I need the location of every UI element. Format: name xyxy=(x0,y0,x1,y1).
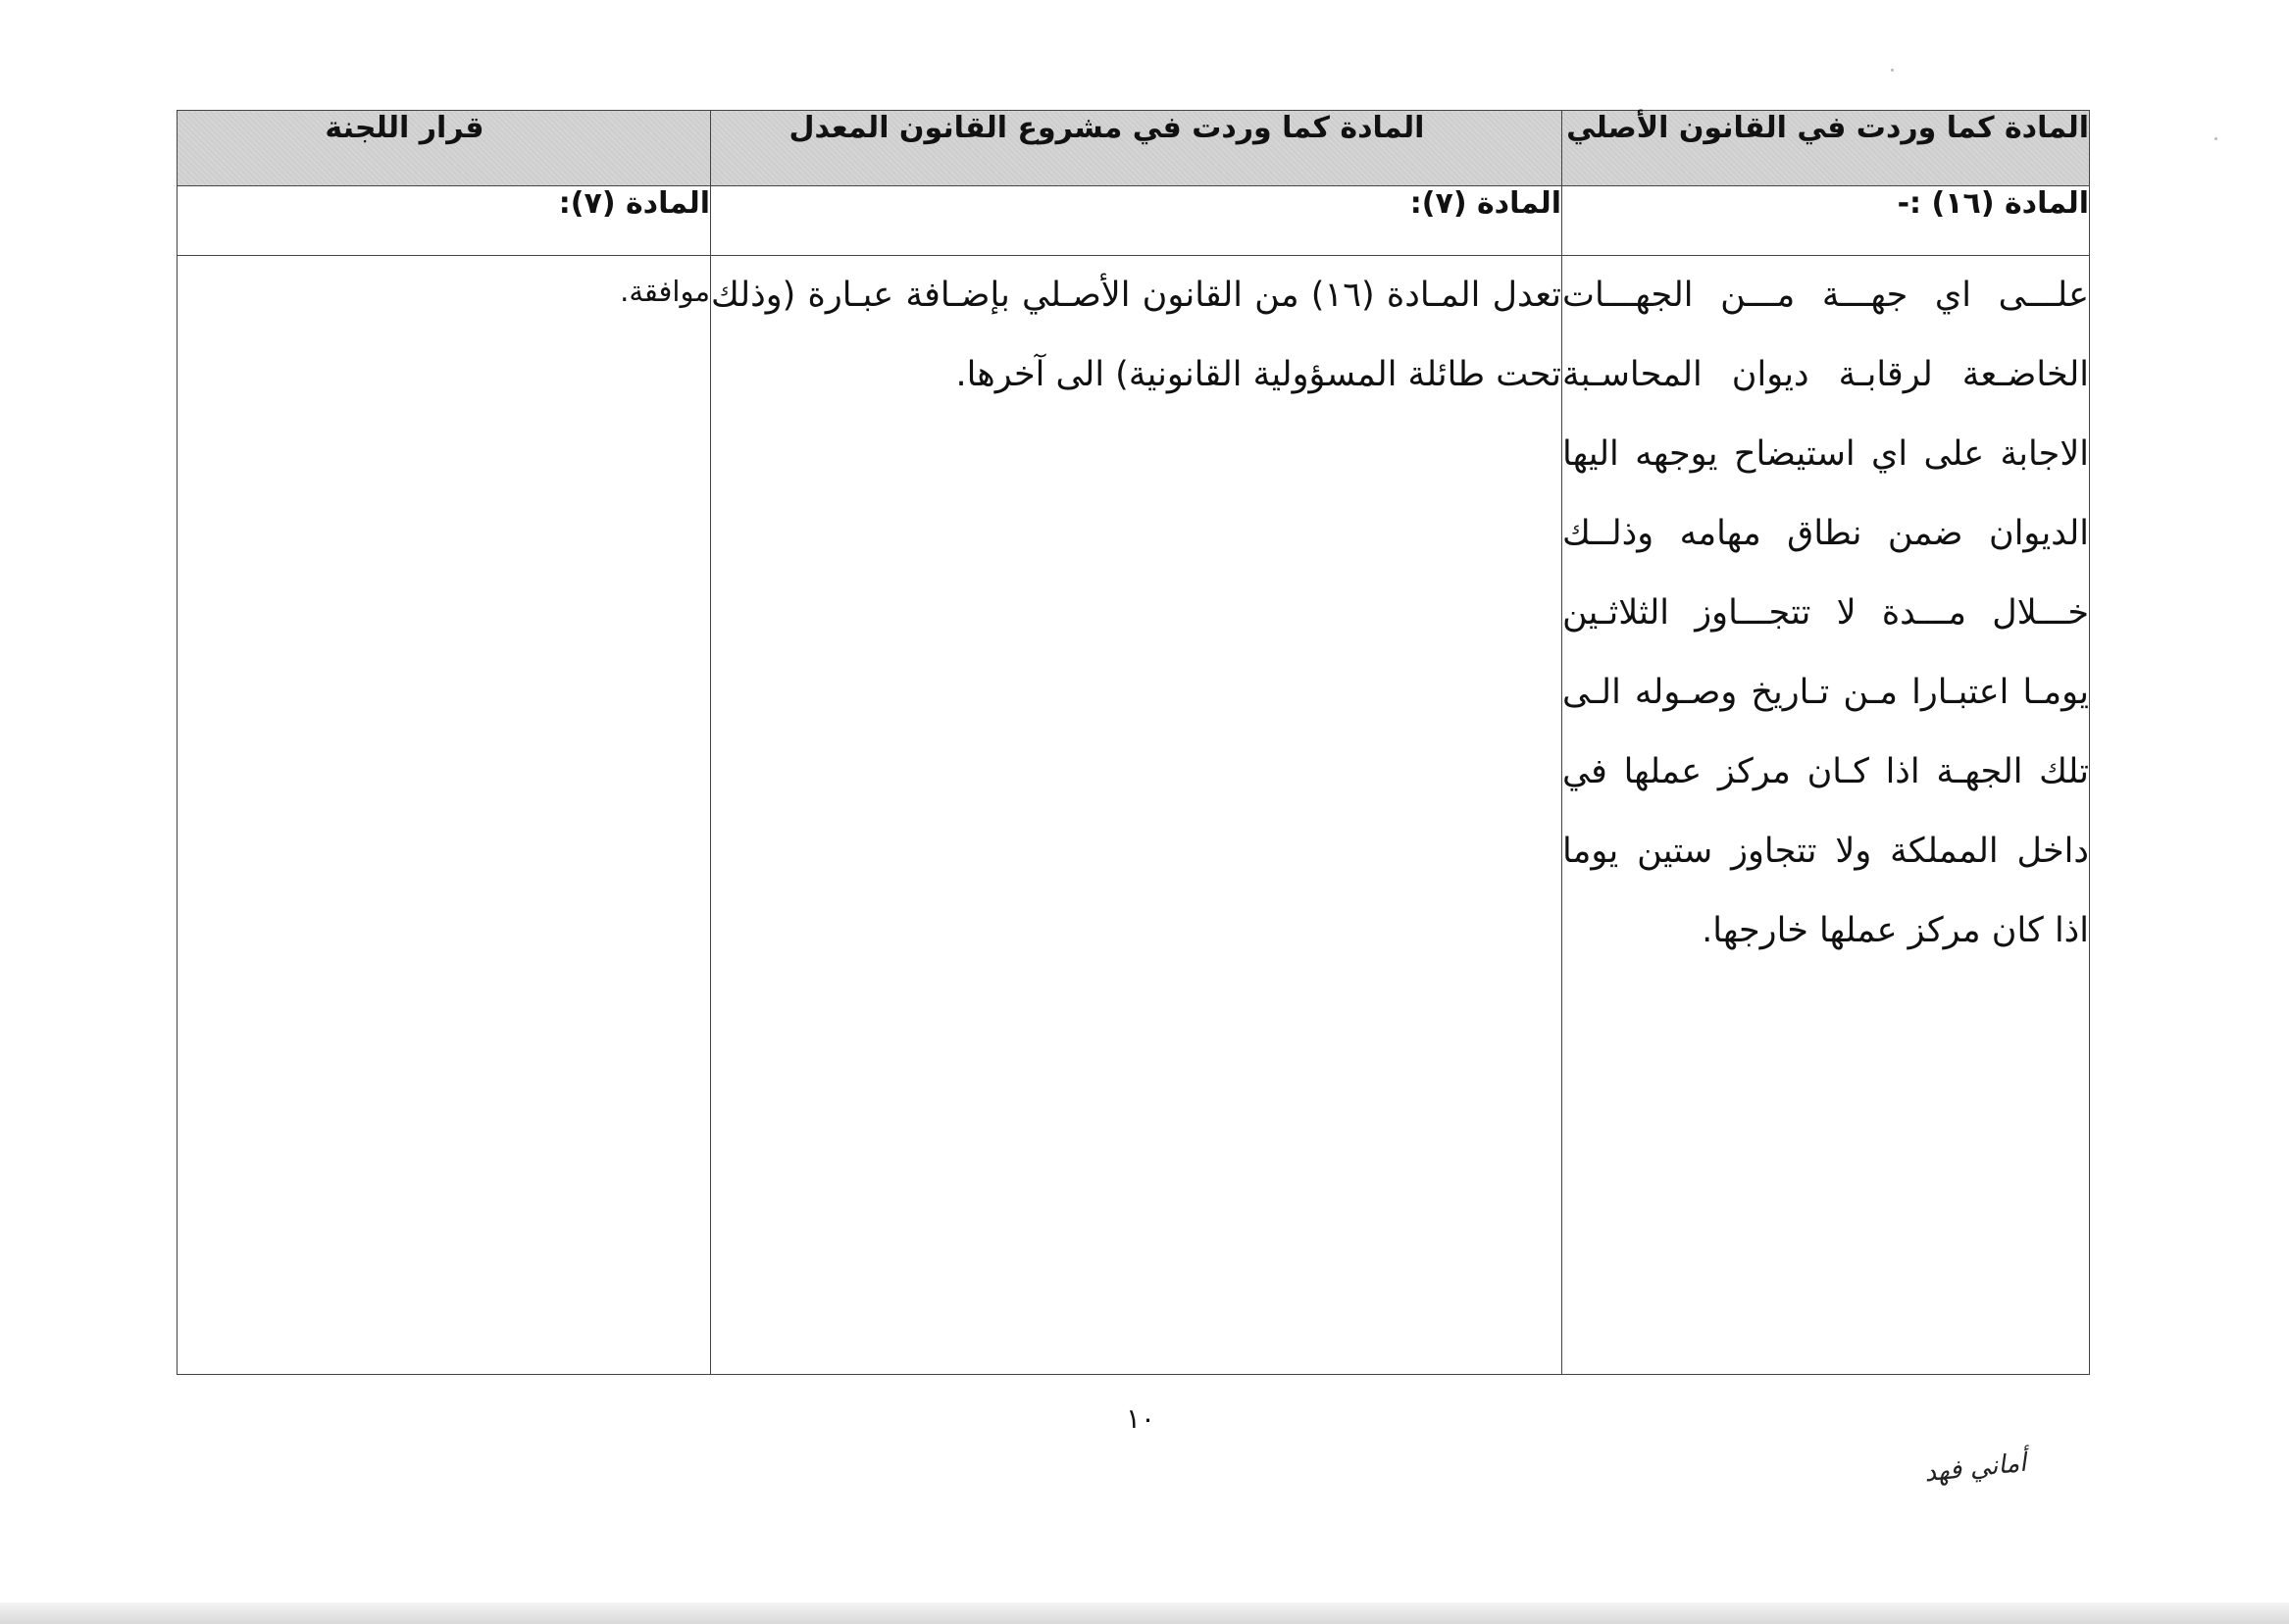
header-row xyxy=(178,111,2090,186)
scan-artifact xyxy=(2214,137,2217,140)
article-number-row xyxy=(178,186,2090,256)
committee-decision-text: موافقة. xyxy=(178,256,711,1375)
header-amended-draft: المادة كما وردت في مشروع القانون المعدل xyxy=(711,111,1562,186)
article-number-amended: المادة (٧): xyxy=(711,186,1562,256)
comparison-table xyxy=(177,110,2090,1375)
article-number-decision: المادة (٧): xyxy=(178,186,711,256)
scanner-bed-edge xyxy=(0,1602,2289,1624)
amended-draft-text: تعدل المـادة (١٦) من القانون الأصـلي بإضـافة عبـارة (وذلك تحت طائلة المسؤولية القانونية) الى آخرها. xyxy=(711,256,1562,1375)
header-committee-decision: قرار اللجنة xyxy=(178,111,711,186)
page-number: ١٠ xyxy=(1126,1402,1156,1435)
header-original-law: المادة كما وردت في القانون الأصلي xyxy=(1562,111,2090,186)
scan-artifact xyxy=(1891,69,1894,72)
original-law-text: علـــى اي جهـــة مـــن الجهـــات الخاضـعة لرقابـة ديوان المحاسـبة الاجابة على اي استيضاح يوجهه اليها الديوان ضمن نطاق مهامه وذلــك خـــلال مـــدة لا تتجـــاوز الثلاثـين يومـا اعتبـارا مـن تـاريخ وصـوله الـى تلك الجهـة اذا كـان مركز عملها في داخل المملكة ولا تتجاوز ستين يوما اذا كان مركز عملها خارجها. xyxy=(1562,256,2090,1375)
content-row xyxy=(178,256,2090,1375)
article-number-original: المادة (١٦) :- xyxy=(1562,186,2090,256)
handwritten-signature: أماني فهد xyxy=(1922,1447,2028,1489)
